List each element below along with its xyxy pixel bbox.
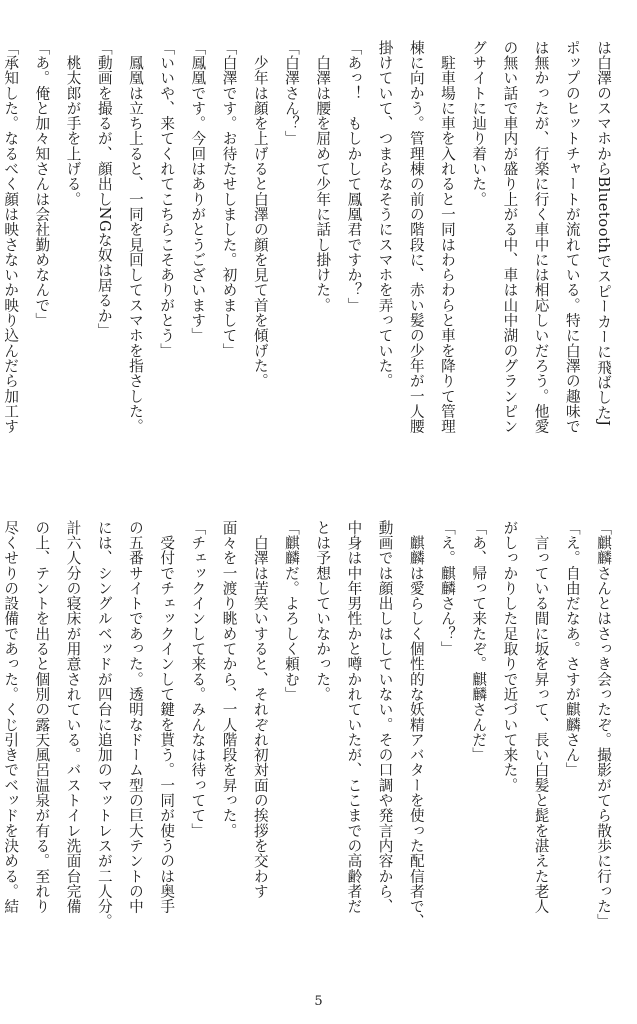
- text-line-upper: 「あっ！ もしかして鳳凰君ですか？」: [345, 40, 363, 313]
- text-line-lower: 言っている間に坂を昇って、長い白髪と髭を湛えた老人: [532, 520, 550, 914]
- text-line-upper: グサイトに辿り着いた。: [470, 40, 488, 207]
- text-line-upper: 「白澤さん？」: [282, 40, 300, 147]
- text-line-lower: 中身は中年男性かと噂かれていたが、ここまでの高齢者だ: [345, 520, 363, 914]
- text-line-lower: 「チェックインして来る。みんなは待ってて」: [189, 520, 207, 839]
- text-line-lower: 尽くせりの設備であった。くじ引きでベッドを決める。結: [2, 520, 20, 914]
- text-line-upper: 白澤は腰を屈めて少年に話し掛けた。: [314, 40, 332, 313]
- text-line-lower: 「え。麒麟さん？」: [438, 520, 456, 657]
- text-line-lower: の上、テントを出ると個別の露天風呂温泉が有る。至れり: [33, 520, 51, 914]
- text-line-upper: は無かったが、行楽に行く車中には相応しいだろう。他愛: [532, 40, 550, 434]
- page-number: 5: [314, 994, 323, 1009]
- text-line-upper: 鳳凰は立ち上ると、一同を見回してスマホを指さした。: [126, 40, 144, 434]
- text-line-lower: 白澤は苦笑いすると、それぞれ初対面の挨拶を交わす: [251, 520, 269, 899]
- text-line-upper: 少年は顔を上げると白澤の顔を見て首を傾げた。: [251, 40, 269, 389]
- text-line-lower: 「麒麟さんとはさっき会ったぞ。撮影がてら散歩に行った」: [595, 520, 612, 930]
- text-line-upper: 「鳳凰です。今回はありがとうございます」: [189, 40, 207, 343]
- text-line-lower: 計六人分の寝床が用意されている。バストイレ洗面台完備: [64, 520, 82, 914]
- text-line-upper: の無い話で車内が盛り上がる中、車は山中湖のグランピン: [501, 40, 519, 434]
- text-line-upper: 掛けていて、つまらなそうにスマホを弄っていた。: [376, 40, 394, 389]
- text-line-lower: 面々を一渡り眺めてから、一人階段を昇った。: [220, 520, 238, 839]
- lower-text-block: [2, 520, 619, 984]
- text-line-upper: 「いいや、来てくれてこちらこそありがとう」: [158, 40, 176, 359]
- text-line-upper: 「あ。俺と加々知さんは会社勤めなんで」: [33, 40, 51, 328]
- text-line-upper: 駐車場に車を入れると一同はわらわらと車を降りて管理: [438, 40, 456, 434]
- text-line-upper: は白澤のスマホからBluetoothでスピーカーに飛ばしたJ: [595, 40, 612, 427]
- text-line-upper: ポップのヒットチャートが流れている。特に白澤の趣味で: [563, 40, 581, 434]
- text-line-lower: とは予想していなかった。: [314, 520, 332, 702]
- text-line-lower: 「麒麟だ。よろしく頼む」: [282, 520, 300, 702]
- text-line-lower: 麒麟は愛らしく個性的な妖精アバターを使った配信者で、: [407, 520, 425, 930]
- text-line-upper: 「動画を撮るが、顔出しNGな奴は居るか」: [95, 40, 113, 339]
- text-line-lower: 「あ、帰って来たぞ。麒麟さんだ」: [470, 520, 488, 763]
- text-line-lower: 「え。自由だなあ。さすが麒麟さん」: [563, 520, 581, 778]
- text-line-lower: 受付でチェックインして鍵を貰う。一同が使うのは奥手: [158, 520, 176, 914]
- text-line-upper: 「承知した。なるべく顔は映さないか映り込んだら加工す: [2, 40, 20, 434]
- text-line-lower: には、シングルベッドが四台に追加のマットレスが二人分。: [95, 520, 113, 930]
- text-line-lower: がしっかりした足取りで近づいて来た。: [501, 520, 519, 793]
- upper-text-block: [2, 40, 619, 500]
- text-line-upper: 桃太郎が手を上げる。: [64, 40, 82, 207]
- text-line-upper: 棟に向かう。管理棟の前の階段に、赤い髪の少年が一人腰: [407, 40, 425, 434]
- text-line-upper: 「白澤です。お待たせしました。初めまして」: [220, 40, 238, 359]
- text-line-lower: 動画では顔出しはしていない。その口調や発言内容から、: [376, 520, 394, 914]
- text-line-lower: の五番サイトであった。透明なドーム型の巨大テントの中: [126, 520, 144, 914]
